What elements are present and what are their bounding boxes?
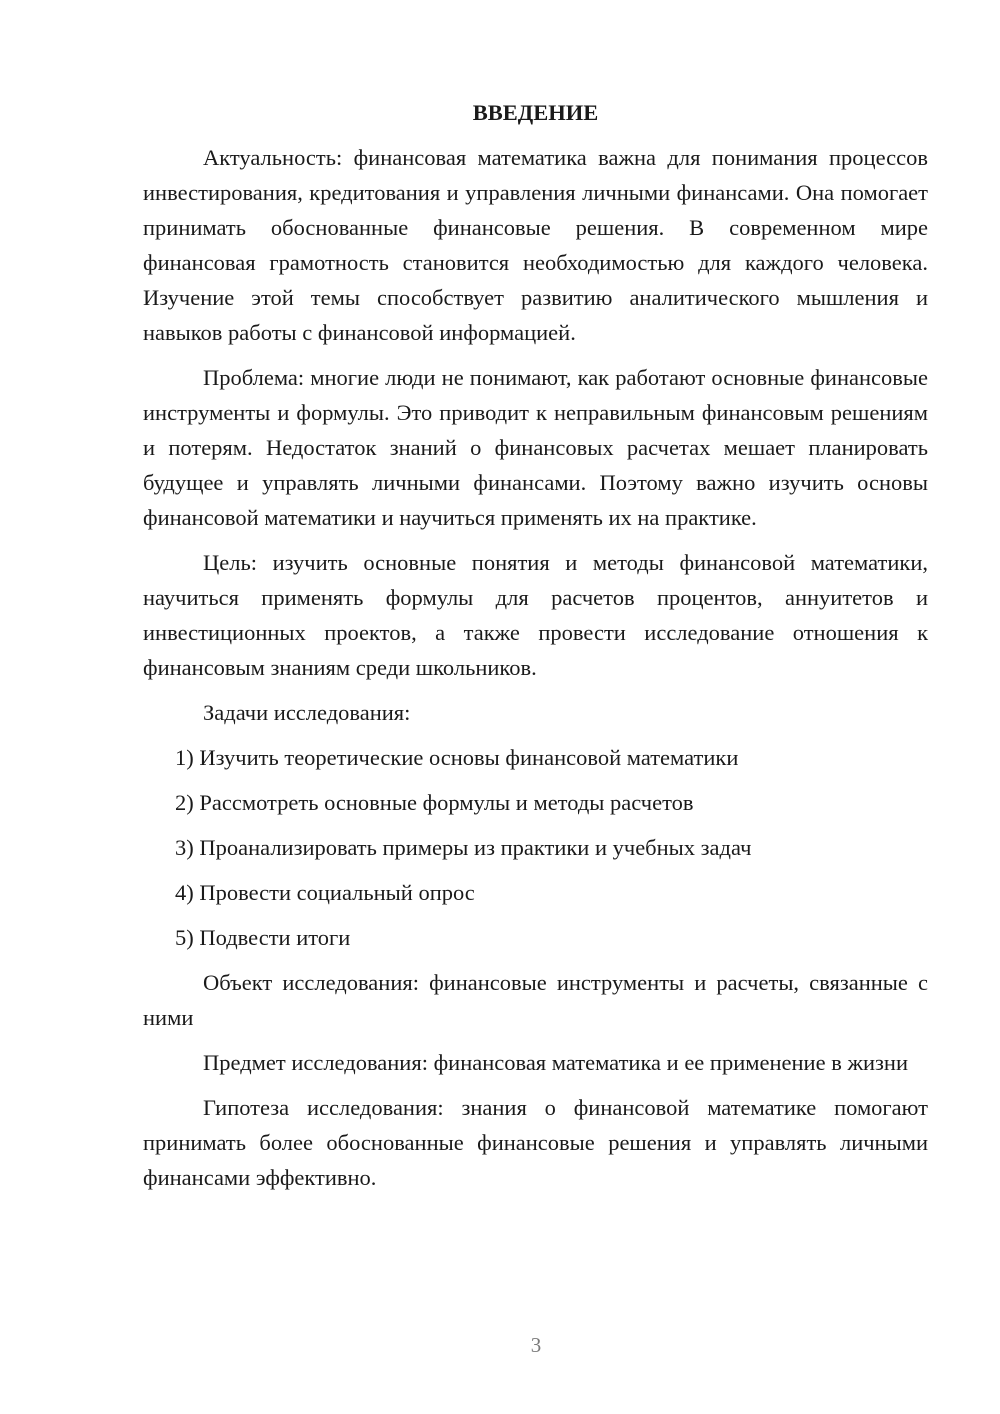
list-item: 3) Проанализировать примеры из практики и учебных задач	[175, 835, 752, 860]
goal-paragraph: Цель: изучить основные понятия и методы финансовой математики, научиться применять формулы для расчетов процентов, аннуитетов и инвестиционных проектов, а также провести исследование отношения к финансовым знаниям среди школьников.	[143, 550, 928, 680]
page-content	[143, 95, 928, 1205]
object-paragraph: Объект исследования: финансовые инструменты и расчеты, связанные с ними	[143, 970, 928, 1030]
list-item: 4) Провести социальный опрос	[175, 880, 475, 905]
relevance-paragraph: Актуальность: финансовая математика важна для понимания процессов инвестирования, кредитования и управления личными финансами. Она помогает принимать обоснованные финансовые решения. В современном мире финансовая грамотность становится необходимостью для каждого человека. Изучение этой темы способствует развитию аналитического мышления и навыков работы с финансовой информацией.	[143, 145, 928, 345]
subject-paragraph: Предмет исследования: финансовая математика и ее применение в жизни	[203, 1050, 909, 1075]
list-item: 1) Изучить теоретические основы финансовой математики	[175, 745, 739, 770]
hypothesis-paragraph: Гипотеза исследования: знания о финансовой математике помогают принимать более обоснованные финансовые решения и управлять личными финансами эффективно.	[143, 1095, 928, 1190]
list-item: 5) Подвести итоги	[175, 925, 351, 950]
tasks-heading: Задачи исследования:	[203, 700, 411, 725]
page-number: 3	[530, 1333, 542, 1357]
list-item: 2) Рассмотреть основные формулы и методы расчетов	[175, 790, 694, 815]
tasks-list	[143, 740, 928, 955]
section-title: ВВЕДЕНИЕ	[472, 100, 599, 125]
problem-paragraph: Проблема: многие люди не понимают, как работают основные финансовые инструменты и формулы. Это приводит к неправильным финансовым решениям и потерям. Недостаток знаний о финансовых расчетах мешает планировать будущее и управлять личными финансами. Поэтому важно изучить основы финансовой математики и научиться применять их на практике.	[143, 365, 928, 530]
